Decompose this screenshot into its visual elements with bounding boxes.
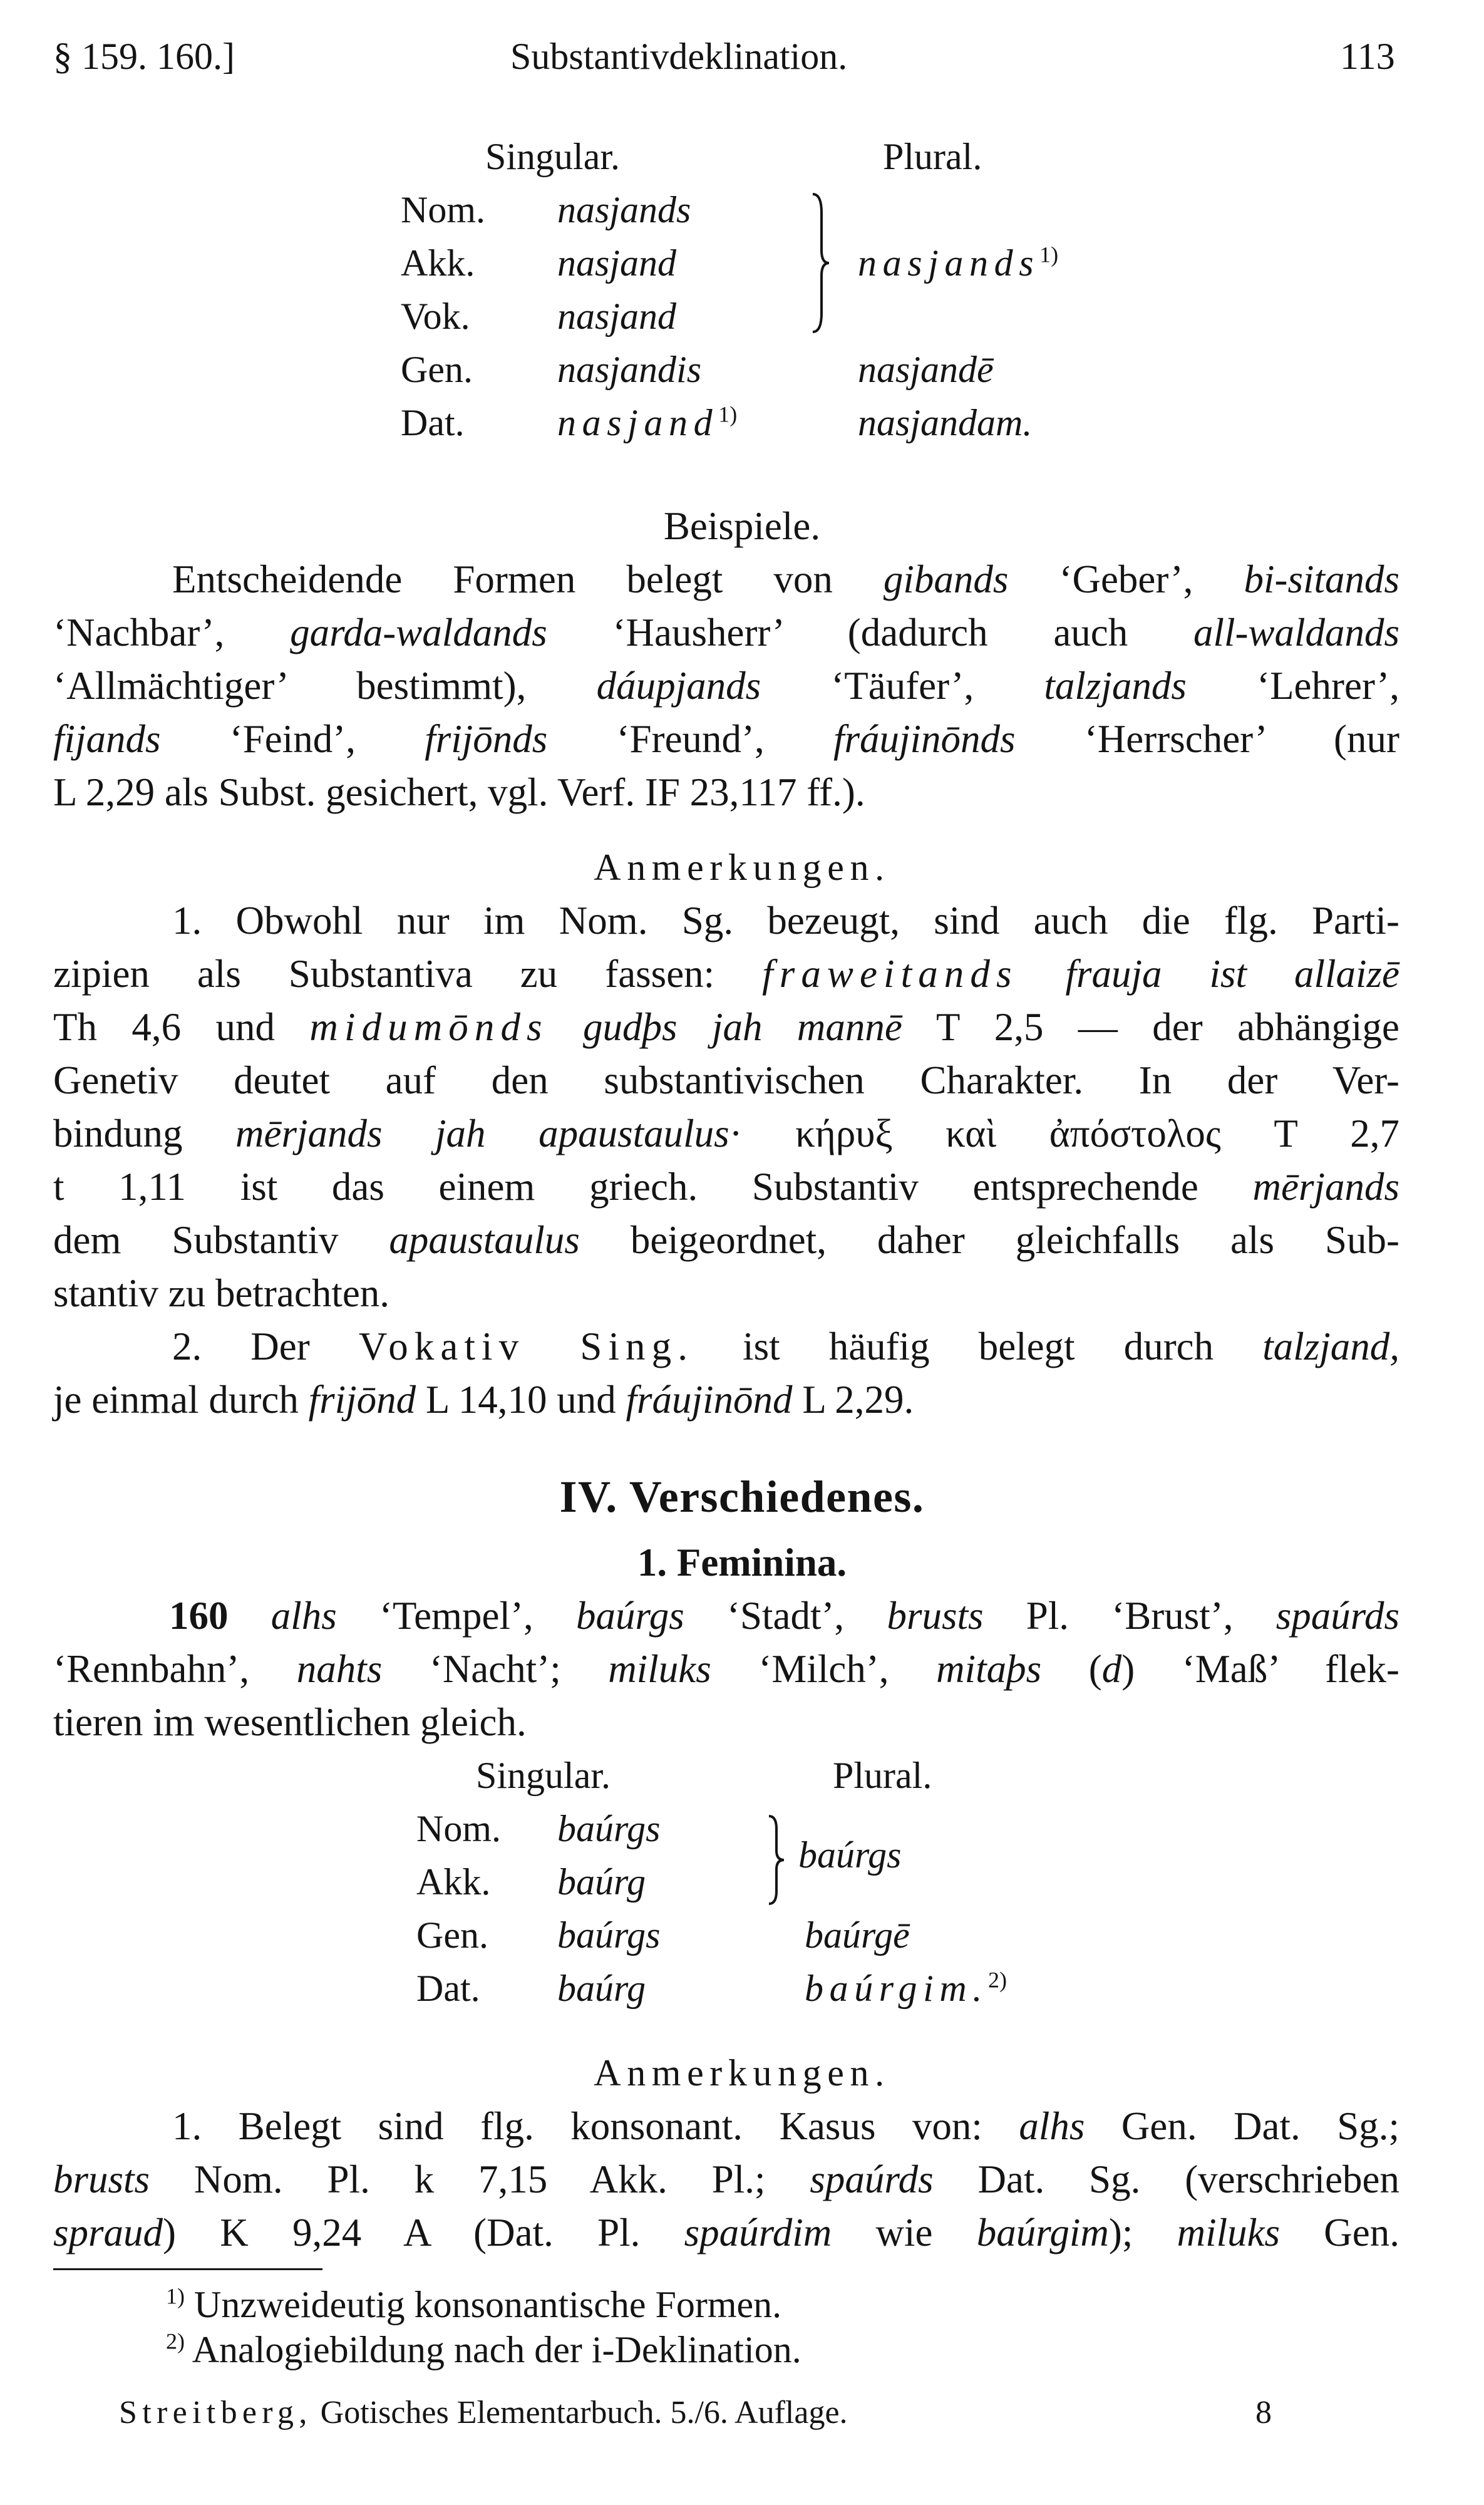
singular-form: baúrgs [557, 1808, 661, 1849]
case-label: Vok. [401, 296, 470, 337]
anmerkungen-heading: Anmerkungen. [594, 847, 890, 888]
case-label: Dat. [401, 402, 465, 443]
text-line: ‘Nachbar’, garda-waldands ‘Hausherr’ (dadurch auch all-waldands [53, 611, 1399, 654]
text-line: brusts Nom. Pl. k 7,15 Akk. Pl.; spaúrds Dat. Sg. (verschrieben [53, 2157, 1399, 2201]
section-reference: § 159. 160.] [53, 36, 235, 77]
plural-form: baúrgs [798, 1834, 902, 1876]
running-title: Substantivdeklination. [510, 36, 848, 77]
singular-form: nasjand$^{1)}$ [557, 401, 738, 443]
text-line: stantiv zu betrachten. [53, 1271, 390, 1315]
footer-credit: Streitberg, Gotisches Elementarbuch. 5./6. Auflage. [119, 2395, 848, 2430]
plural-form: nasjandē [858, 349, 994, 390]
footnote-mark: 1) [718, 401, 738, 427]
text-line: spraud) K 9,24 A (Dat. Pl. spaúrdim wie baúrgim); miluks Gen. [53, 2211, 1399, 2254]
plural-form: baúrgim.$^{2)}$ [805, 1967, 1007, 2009]
text-line: ‘Rennbahn’, nahts ‘Nacht’; miluks ‘Milch’, mitaþs (d) ‘Maß’ flek- [53, 1647, 1400, 1691]
text-line: 1. Obwohl nur im Nom. Sg. bezeugt, sind auch die flg. Parti- [172, 899, 1399, 943]
beispiele-heading: Beispiele. [663, 504, 821, 548]
singular-form: nasjandis [557, 349, 702, 390]
singular-form: nasjand [557, 242, 677, 284]
paragraph-number: 160 [169, 1594, 229, 1638]
text-line: zipien als Substantiva zu fassen: fraweitands frauja ist allaizē [53, 952, 1399, 996]
plural-label: Plural. [833, 1755, 932, 1796]
text-line: Genetiv deutet auf den substantivischen Charakter. In der Ver- [53, 1058, 1399, 1102]
case-label: Nom. [401, 189, 485, 230]
singular-label: Singular. [476, 1755, 611, 1796]
singular-form: baúrgs [557, 1914, 661, 1956]
text-line: ‘Allmächtiger’ bestimmt), dáupjands ‘Täufer’, talzjands ‘Lehrer’, [53, 664, 1400, 708]
case-label: Gen. [401, 349, 473, 390]
text-line: dem Substantiv apaustaulus beigeordnet, daher gleichfalls als Sub- [53, 1218, 1399, 1262]
text-line: fijands ‘Feind’, frijōnds ‘Freund’, fráujinōnds ‘Herrscher’ (nur [53, 717, 1399, 761]
footnote-mark: 1) [1039, 242, 1059, 267]
case-label: Akk. [401, 242, 475, 284]
text-line: 2. Der Vokativ Sing. ist häufig belegt durch talzjand, [172, 1325, 1399, 1368]
text-line: tieren im wesentlichen gleich. [53, 1700, 527, 1744]
footnote-mark: 2) [987, 1967, 1007, 1993]
text-line: t 1,11 ist das einem griech. Substantiv entsprechende mērjands [53, 1165, 1399, 1209]
anmerkungen-heading: Anmerkungen. [594, 2052, 890, 2094]
footnote: $^{1)}$ Unzweideutig konsonantische Formen. [166, 2283, 782, 2325]
footnote-mark: 1) [166, 2283, 185, 2309]
text-line: 160 alhs ‘Tempel’, baúrgs ‘Stadt’, brusts Pl. ‘Brust’, spaúrds [169, 1594, 1399, 1638]
footnote: $^{2)}$ Analogiebildung nach der i-Deklination. [166, 2328, 801, 2370]
case-label: Nom. [416, 1808, 501, 1849]
text-line: 1. Belegt sind flg. konsonant. Kasus von: alhs Gen. Dat. Sg.; [172, 2104, 1400, 2148]
case-label: Akk. [416, 1861, 491, 1903]
singular-form: nasjand [557, 296, 677, 337]
plural-form: nasjands$^{1)}$ [858, 242, 1059, 284]
plural-form: nasjandam. [858, 402, 1033, 443]
footnote-mark: 2) [166, 2328, 185, 2354]
footnote-divider [53, 2268, 322, 2270]
text-line: Th 4,6 und midumōnds gudþs jah mannē T 2,5 — der abhängige [53, 1005, 1400, 1049]
singular-form: baúrg [557, 1861, 646, 1903]
case-label: Dat. [416, 1968, 480, 2009]
page-number: 113 [1340, 36, 1395, 77]
brace-icon [808, 191, 833, 335]
text-line: L 2,29 als Subst. gesichert, vgl. Verf. IF 23,117 ff.). [53, 770, 865, 814]
singular-form: nasjands [557, 189, 691, 230]
singular-label: Singular. [485, 136, 621, 177]
singular-form: baúrg [557, 1968, 646, 2009]
plural-form: baúrgē [805, 1914, 910, 1956]
brace-icon [764, 1813, 789, 1907]
text-line: Entscheidende Formen belegt von gibands ‘Geber’, bi-sitands [172, 557, 1399, 601]
text-line: bindung mērjands jah apaustaulus· κήρυξ καὶ ἀπόστολος T 2,7 [53, 1112, 1399, 1155]
case-label: Gen. [416, 1914, 488, 1956]
signature-mark: 8 [1255, 2395, 1272, 2430]
section-heading: IV. Verschiedenes. [559, 1472, 925, 1522]
text-line: je einmal durch frijōnd L 14,10 und fráujinōnd L 2,29. [53, 1378, 914, 1422]
plural-label: Plural. [883, 136, 982, 177]
subsection-heading: 1. Feminina. [637, 1541, 847, 1584]
